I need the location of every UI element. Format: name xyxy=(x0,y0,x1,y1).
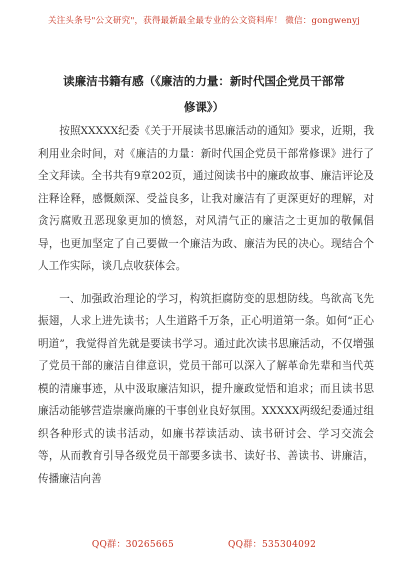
header-banner: 关注头条号"公文研究"，获得最新最全最专业的公文资料库！ 微信：gongwenyj xyxy=(48,16,360,26)
title-line-2: 修课》） xyxy=(183,100,225,114)
title-line-1: 读廉洁书籍有感（《廉洁的力量：新时代国企党员干部常 xyxy=(63,74,345,88)
intro-paragraph: 按照XXXXX纪委《关于开展读书思廉活动的通知》要求，近期，我利用业余时间，对《廉洁的力量：新时代国企党员干部常修课》进行了全文拜读。全书共有9章202页，通过阅读书中的廉政故事、廉洁评论及注释诠释，感慨颇深、受益良多，让我对廉洁有了更深更好的理解，对贪污腐败丑恶现象更加的愤怒，对风清气正的廉洁之士更加的敬佩倡导，也更加坚定了自己要做一个廉洁为政、廉洁为民的决心。现结合个人工作实际，谈几点收获体会。 xyxy=(38,125,374,272)
section-one-paragraph: 一、加强政治理论的学习，构筑拒腐防变的思想防线。鸟欲高飞先振翅，人求上进先读书；人生道路千万条，正心明道第一条。如何“正心明道”，我觉得首先就是要读书学习。通过此次读书思廉活动，不仅增强了党员干部的廉洁自律意识，党员干部可以深入了解革命先辈和当代英模的清廉事迹，从中汲取廉洁知识，提升廉政觉悟和追求；而且读书思廉活动能够营造崇廉尚廉的干事创业良好氛围。XXXXX两级纪委通过组织各种形式的读书活动，如廉书荐读活动、读书研讨会、学习交流会等，从而教育引导各级党员干部要多读书、读好书、善读书、讲廉洁，传播廉洁向善 xyxy=(38,292,374,485)
footer-contacts xyxy=(0,537,408,550)
document-body xyxy=(38,120,374,490)
footer-qq-group-2: QQ群：535304092 xyxy=(227,540,317,550)
footer-qq-group-1: QQ群：30265665 xyxy=(91,540,174,550)
document-title xyxy=(28,68,380,120)
